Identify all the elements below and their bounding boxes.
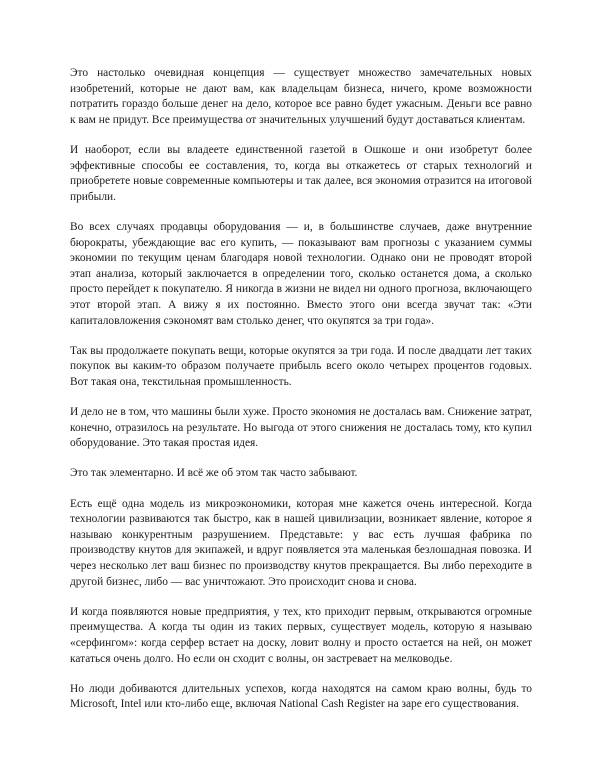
paragraph-1: Это настолько очевидная концепция — существует множество замечательных новых изобретений, которые не дают вам, как владельцам бизнеса, ничего, кроме возможности потратить гораздо больше денег на дело, которое все равно будет ужасным. Деньги все равно к вам не придут. Все преимущества от значительных улучшений будут доставаться клиентам. [70, 67, 532, 126]
paragraph-5: И дело не в том, что машины были хуже. Просто экономия не досталась вам. Снижение затрат, конечно, отразилось на результате. Но выгода от этого снижения не досталась тому, кто купил оборудование. Это такая простая идея. [70, 406, 532, 450]
paragraph-2: И наоборот, если вы владеете единственной газетой в Ошкоше и они изобретут более эффективные способы ее составления, то, когда вы откажетесь от старых технологий и приобретете новые современные компьютеры и так далее, вся экономия отразится на итоговой прибыли. [70, 143, 532, 203]
paragraph-6: Это так элементарно. И всё же об этом так часто забывают. [70, 467, 358, 480]
paragraph-3: Во всех случаях продавцы оборудования — и, в большинстве случаев, даже внутренние бюрократы, убеждающие вас его купить, — показывают вам прогнозы с указанием суммы экономии по текущим ценам благодаря новой технологии. Однако они не проводят второй этап анализа, который заключается в определении того, сколько останется дома, а сколько просто перейдет к покупателю. Я никогда в жизни не видел ни одного прогноза, включающего этот второй этап. А вижу я их постоянно. Вместо этого они всегда звучат так: «Эти капиталовложения сэкономят вам столько денег, что окупятся за три года». [70, 220, 532, 327]
paragraph-4: Так вы продолжаете покупать вещи, которые окупятся за три года. И после двадцати лет таких покупок вы каким-то образом получаете прибыль всего около четырех процентов годовых. Вот такая она, текстильная промышленность. [70, 344, 532, 388]
paragraph-8: И когда появляются новые предприятия, у тех, кто приходит первым, открываются огромные преимущества. А когда ты один из таких первых, существует модель, которую я называю «серфингом»: когда серфер встает на доску, ловит волну и просто остается на ней, он может кататься очень долго. Но если он сходит с волны, он застревает на мелководье. [70, 605, 532, 665]
paragraph-9: Но люди добиваются длительных успехов, когда находятся на самом краю волны, будь то Microsoft, Intel или кто-либо еще, включая National Cash Register на заре его существования. [70, 682, 532, 711]
paragraph-7: Есть ещё одна модель из микроэкономики, которая мне кажется очень интересной. Когда технологии развиваются так быстро, как в нашей цивилизации, возникает явление, которое я называю конкурентным разрушением. Представьте: у вас есть лучшая фабрика по производству кнутов для экипажей, и вдруг появляется эта маленькая безлошадная повозка. И через несколько лет ваш бизнес по производству кнутов прекращается. Вы либо переходите в другой бизнес, либо — вас уничтожают. Это происходит снова и снова. [70, 497, 532, 588]
